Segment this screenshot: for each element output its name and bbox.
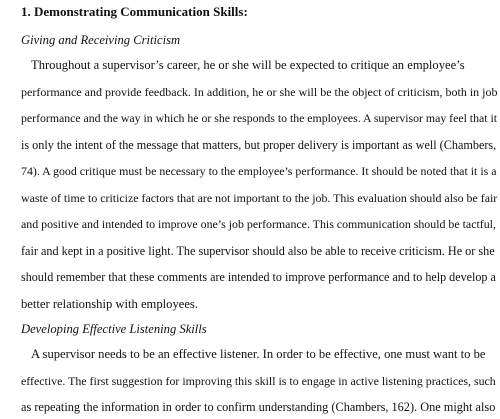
paragraph-line: effective. The first suggestion for improving this skill is to engage in active listening practices, such	[21, 374, 496, 388]
paragraph-line: performance and provide feedback. In addition, he or she will be the object of criticism, both in job	[21, 85, 498, 99]
paragraph-line: Throughout a supervisor’s career, he or she will be expected to critique an employee’s	[31, 58, 465, 72]
paragraph-line: 74). A good critique must be necessary to the employee’s performance. It should be noted that it is a	[21, 164, 497, 178]
paragraph-line: A supervisor needs to be an effective listener. In order to be effective, one must want to be	[31, 347, 486, 361]
paragraph-line: performance and the way in which he or she responds to the employees. A supervisor may feel that it	[21, 111, 497, 125]
paragraph-line: and positive and intended to improve one’s job performance. This communication should be tactful,	[21, 217, 496, 231]
paragraph-line: better relationship with employees.	[21, 297, 198, 311]
paragraph-line: as repeating the information in order to confirm understanding (Chambers, 162). One might also	[21, 400, 496, 414]
paragraph-line: fair and kept in a positive light. The supervisor should also be able to receive criticism. He or she	[21, 244, 495, 258]
paragraph-line: is only the intent of the message that matters, but proper delivery is important as well (Chambers,	[21, 138, 497, 152]
paragraph-line: waste of time to criticize factors that are not important to the job. This evaluation should also be fair	[21, 191, 498, 205]
subsection-title-listening: Developing Effective Listening Skills	[21, 322, 207, 336]
subsection-title-criticism: Giving and Receiving Criticism	[21, 33, 181, 47]
section-heading: 1. Demonstrating Communication Skills:	[21, 4, 248, 19]
paragraph-line: should remember that these comments are intended to improve performance and to help develop a	[21, 270, 496, 284]
